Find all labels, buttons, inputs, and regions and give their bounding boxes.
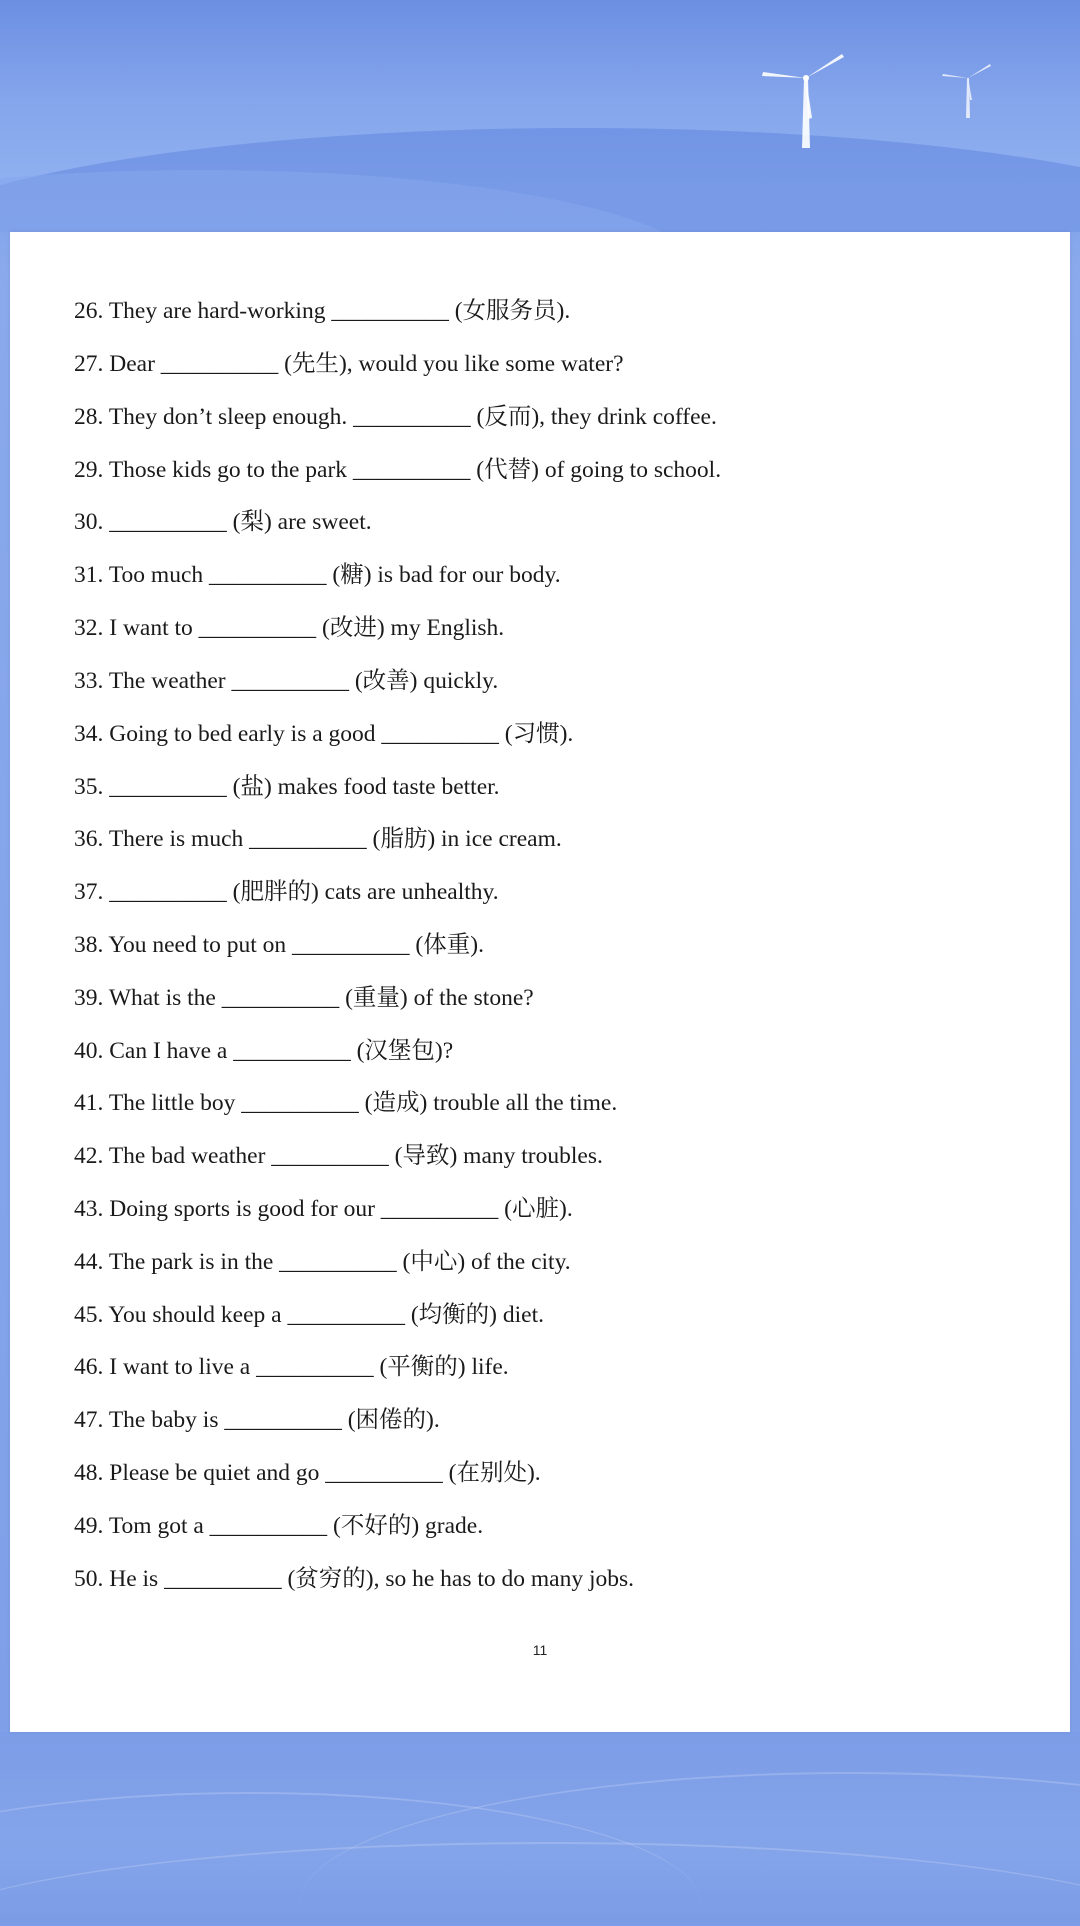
exercise-item: 39. What is the __________ (重量) of the stone? [74,985,534,1011]
footer-background [0,1732,1080,1926]
exercise-item: 46. I want to live a __________ (平衡的) life. [74,1354,509,1380]
header-background [0,0,1080,232]
exercise-item: 33. The weather __________ (改善) quickly. [74,668,499,694]
exercise-item: 40. Can I have a __________ (汉堡包)? [74,1038,454,1064]
exercise-item: 29. Those kids go to the park __________ (代替) of going to school. [74,457,722,483]
worksheet-page [10,232,1070,1732]
exercise-item: 35. __________ (盐) makes food taste better. [74,774,500,800]
exercise-item: 26. They are hard-working __________ (女服务员). [74,298,571,324]
exercise-item: 47. The baby is __________ (困倦的). [74,1407,440,1433]
wind-turbine-icon [760,48,850,158]
exercise-item: 28. They don’t sleep enough. __________ (反而), they drink coffee. [74,404,717,430]
wind-turbine-icon [938,62,998,122]
exercise-item: 41. The little boy __________ (造成) trouble all the time. [74,1090,618,1116]
exercise-item: 45. You should keep a __________ (均衡的) diet. [74,1302,544,1328]
exercise-item: 44. The park is in the __________ (中心) of the city. [74,1249,571,1275]
exercise-item: 30. __________ (梨) are sweet. [74,509,372,535]
page-number: 11 [532,1642,548,1658]
exercise-item: 31. Too much __________ (糖) is bad for our body. [74,562,561,588]
exercise-item: 34. Going to bed early is a good __________ (习惯). [74,721,574,747]
exercise-item: 32. I want to __________ (改进) my English. [74,615,505,641]
exercise-item: 36. There is much __________ (脂肪) in ice cream. [74,826,562,852]
exercise-item: 38. You need to put on __________ (体重). [74,932,484,958]
exercise-item: 50. He is __________ (贫穷的), so he has to do many jobs. [74,1566,635,1592]
exercise-item: 43. Doing sports is good for our __________ (心脏). [74,1196,573,1222]
exercise-item: 27. Dear __________ (先生), would you like some water? [74,351,624,377]
exercise-item: 37. __________ (肥胖的) cats are unhealthy. [74,879,499,905]
exercise-item: 49. Tom got a __________ (不好的) grade. [74,1513,484,1539]
exercise-item: 48. Please be quiet and go __________ (在别处). [74,1460,541,1486]
exercise-item: 42. The bad weather __________ (导致) many troubles. [74,1143,603,1169]
